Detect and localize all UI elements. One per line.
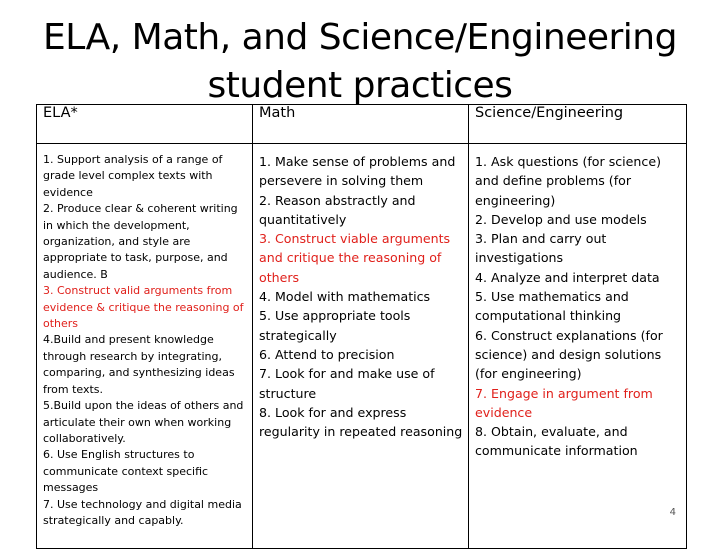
- science-practice-1: 1. Ask questions (for science) and define problems (for engineering): [475, 154, 661, 208]
- ela-practice-2: 2. Produce clear & coherent writing in which the development, organization, and style are appropriate to task, purpose, and audience. B: [43, 202, 238, 281]
- math-practice-7: 7. Look for and make use of structure: [259, 366, 435, 401]
- math-practice-4: 4. Model with mathematics: [259, 289, 431, 305]
- page-number: 4: [669, 507, 676, 518]
- math-practices-cell: [253, 144, 469, 549]
- header-math: Math: [253, 105, 469, 144]
- header-science-engineering: Science/Engineering: [469, 105, 687, 144]
- ela-practice-4: 4.Build and present knowledge through research by integrating, comparing, and synthesizing ideas from texts.: [43, 333, 235, 396]
- science-practice-4: 4. Analyze and interpret data: [475, 269, 660, 285]
- ela-practice-3: 3. Construct valid arguments from evidence & critique the reasoning of others: [43, 284, 244, 331]
- ela-practice-6: 6. Use English structures to communicate context specific messages: [43, 448, 209, 495]
- slide-title-line-1: ELA, Math, and Science/Engineering: [43, 17, 677, 58]
- math-practice-1: 1. Make sense of problems and persevere in solving them: [259, 154, 456, 189]
- science-practices-cell: [469, 144, 687, 549]
- math-practice-5: 5. Use appropriate tools strategically: [259, 308, 411, 343]
- science-practice-3: 3. Plan and carry out investigations: [475, 231, 607, 266]
- science-practice-6: 6. Construct explanations (for science) and design solutions (for engineering): [475, 327, 663, 382]
- science-practice-5: 5. Use mathematics and computational thinking: [475, 289, 629, 324]
- science-practice-8: 8. Obtain, evaluate, and communicate information: [475, 424, 638, 459]
- slide-title: [0, 14, 720, 110]
- ela-practices-cell: [37, 144, 253, 549]
- header-ela: ELA*: [37, 105, 253, 144]
- science-practice-7: 7. Engage in argument from evidence: [475, 385, 653, 420]
- math-practice-3: 3. Construct viable arguments and critique the reasoning of others: [259, 231, 451, 285]
- ela-practice-7: 7. Use technology and digital media strategically and capably.: [43, 497, 242, 527]
- table-header-row: [37, 105, 687, 144]
- ela-practice-1: 1. Support analysis of a range of grade level complex texts with evidence: [43, 153, 223, 199]
- slide-title-line-2: student practices: [207, 65, 513, 106]
- math-practice-2: 2. Reason abstractly and quantitatively: [259, 192, 416, 227]
- ela-practice-5: 5.Build upon the ideas of others and articulate their own when working collaboratively.: [43, 399, 244, 445]
- table-body-row: [37, 144, 687, 549]
- practices-table: [36, 104, 687, 549]
- math-practice-8: 8. Look for and express regularity in repeated reasoning: [259, 404, 463, 440]
- math-practice-6: 6. Attend to precision: [259, 346, 395, 362]
- science-practice-2: 2. Develop and use models: [475, 211, 647, 227]
